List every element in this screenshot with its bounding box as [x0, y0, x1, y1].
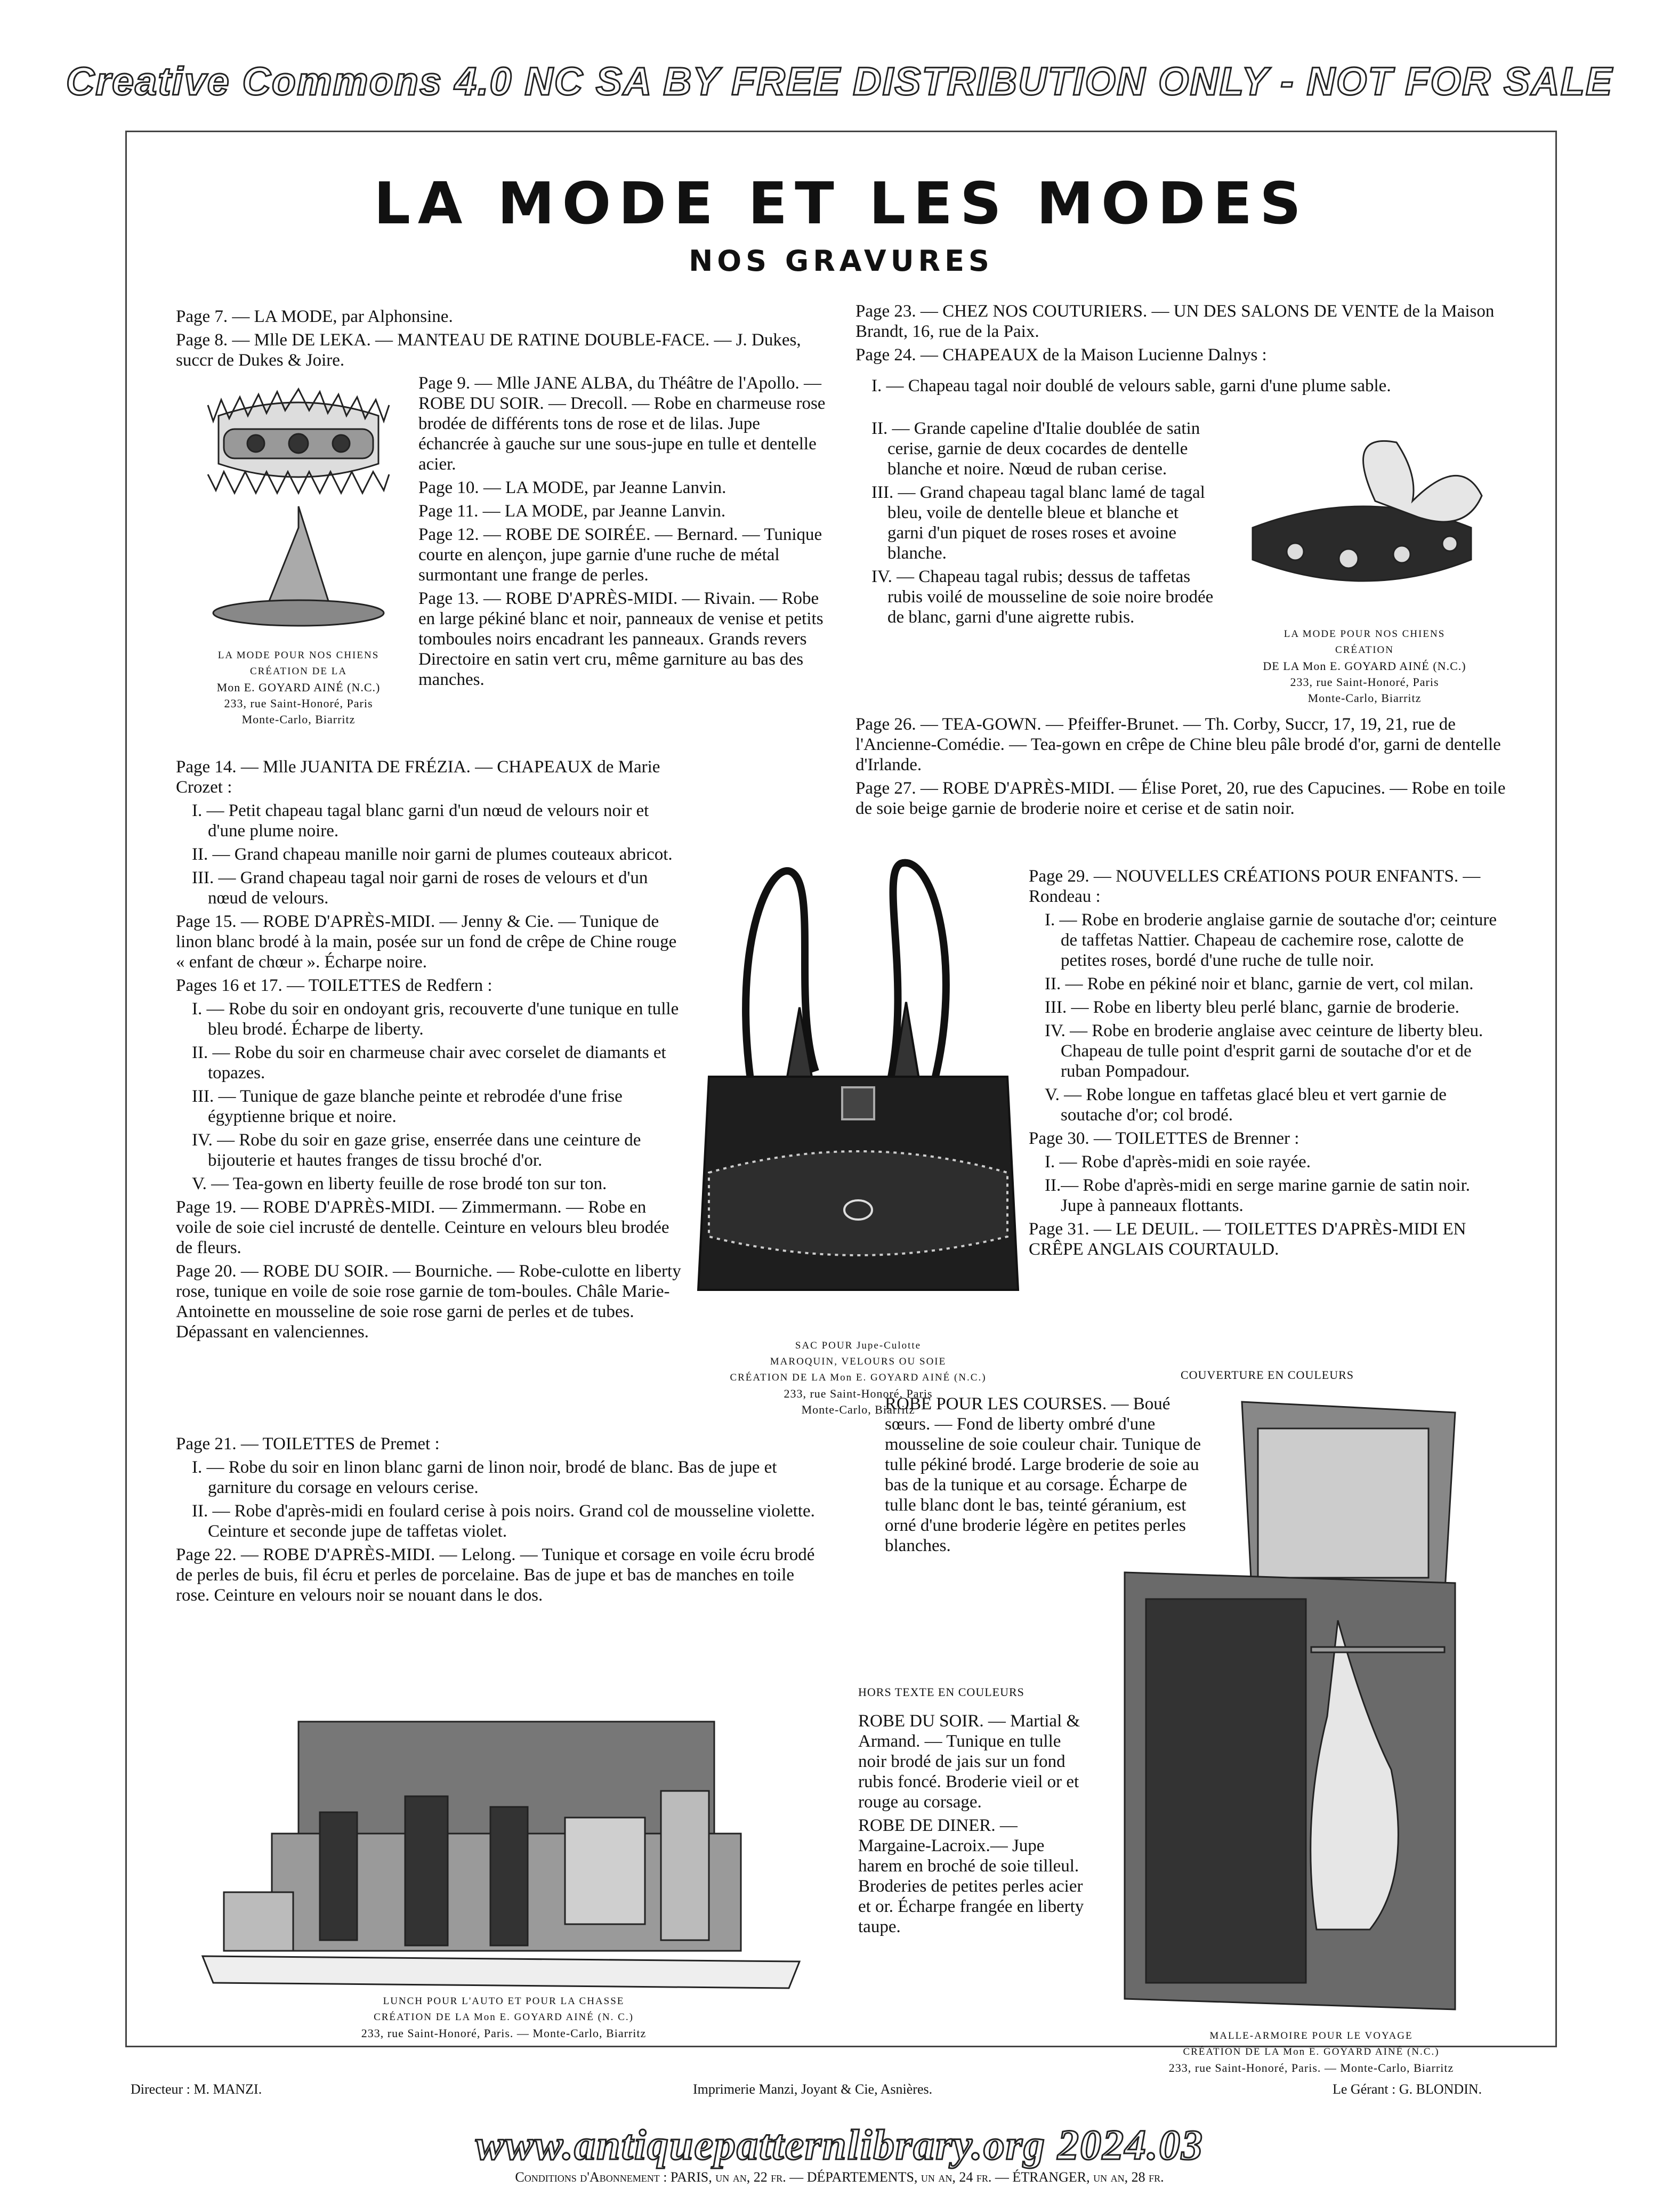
toilette-item: IV. — Robe du soir en gaze grise, enserrée dans une ceinture de bijouterie et hautes franges de tissu broché d'or.	[192, 1131, 641, 1170]
entry-page-8: Page 8. — Mlle DE LEKA. — MANTEAU DE RATINE DOUBLE-FACE. — J. Dukes, succr de Dukes & Joire.	[176, 330, 801, 370]
entry-page-19: Page 19. — ROBE D'APRÈS-MIDI. — Zimmermann. — Robe en voile de soie ciel incrusté de dentelle. Ceinture en velours bleu brodée de fleurs.	[176, 1198, 669, 1257]
entry-page-10: Page 10. — LA MODE, par Jeanne Lanvin.	[418, 478, 727, 497]
page-title: LA MODE ET LES MODES	[374, 171, 1309, 237]
toilette-item: V. — Tea-gown en liberty feuille de rose brodé ton sur ton.	[192, 1174, 607, 1193]
hat-item: I. — Chapeau tagal noir doublé de velours sable, garni d'une plume sable.	[871, 376, 1391, 395]
toilette-item: I. — Robe d'après-midi en soie rayée.	[1045, 1152, 1311, 1172]
caption-lunch: LUNCH POUR L'AUTO ET POUR LA CHASSE CRÉATION DE LA Mon E. GOYARD AINÉ (N. C.) 233, rue Saint-Honoré, Paris. — Monte-Carlo, Biarritz	[361, 1996, 647, 2040]
entry-page-31: Page 31. — LE DEUIL. — TOILETTES D'APRÈS-MIDI EN CRÊPE ANGLAIS COURTAULD.	[1029, 1220, 1466, 1259]
caption-collar-left: LA MODE POUR NOS CHIENS CRÉATION DE LA Mon E. GOYARD AINÉ (N.C.) 233, rue Saint-Honoré, Paris Monte-Carlo, Biarritz	[216, 650, 381, 726]
lunch-case-illustration	[192, 1711, 810, 1993]
entry-page-14: Page 14. — Mlle JUANITA DE FRÉZIA. — CHAPEAUX de Marie Crozet :	[176, 757, 660, 797]
cover-label: COUVERTURE EN COULEURS	[1180, 1368, 1354, 1382]
toilette-item: III. — Tunique de gaze blanche peinte et rebrodée d'une frise égyptienne brique et noire.	[192, 1087, 623, 1126]
entry-page-15: Page 15. — ROBE D'APRÈS-MIDI. — Jenny & Cie. — Tunique de linon blanc brodé à la main, posée sur un fond de crêpe de Chine rouge « enfant de chœur ». Écharpe noire.	[176, 912, 677, 972]
right-hats	[855, 376, 1506, 399]
toilette-item: II. — Robe du soir en charmeuse chair avec corselet de diamants et topazes.	[192, 1043, 666, 1083]
entry-page-26: Page 26. — TEA-GOWN. — Pfeiffer-Brunet. — Th. Corby, Succr, 17, 19, 21, rue de l'Ancienne-Comédie. — Tea-gown en crêpe de Chine bleu pâle brodé d'or, garni de dentelle d'Irlande.	[855, 715, 1501, 774]
entry-robe-de-diner: ROBE DE DINER. — Margaine-Lacroix.— Jupe harem en broché de soie tilleul. Broderies de petites perles acier et or. Écharpe frangée en liberty taupe.	[858, 1816, 1084, 1936]
page-subtitle: NOS GRAVURES	[689, 244, 994, 278]
right-mid	[855, 714, 1506, 822]
hat-item: I. — Petit chapeau tagal blanc garni d'un nœud de velours noir et d'une plume noire.	[192, 801, 649, 841]
entry-page-22: Page 22. — ROBE D'APRÈS-MIDI. — Lelong. — Tunique et corsage en voile écru brodé de perles de buis, fil écru et perles de porcelaine. Bas de jupe et bas de manches en toile rose. Ceinture en velours noir se nouant dans le dos.	[176, 1545, 815, 1605]
caption-trunk: MALLE-ARMOIRE POUR LE VOYAGE CRÉATION DE LA Mon E. GOYARD AINÉ (N.C.) 233, rue Saint-Honoré, Paris. — Monte-Carlo, Biarritz	[1168, 2030, 1454, 2074]
entry-page-27: Page 27. — ROBE D'APRÈS-MIDI. — Élise Poret, 20, rue des Capucines. — Robe en toile de soie beige garnie de broderie noire et cerise et de satin noir.	[855, 779, 1506, 818]
entry-page-30: Page 30. — TOILETTES de Brenner :	[1029, 1129, 1299, 1148]
hat-item: II. — Grande capeline d'Italie doublée de satin cerise, garnie de deux cocardes de dentelle blanche et noire. Nœud de ruban cerise.	[871, 419, 1200, 479]
entry-robe-du-soir: ROBE DU SOIR. — Martial & Armand. — Tunique en tulle noir brodé de jais sur un fond rubis foncé. Broderie vieil or et rouge au corsage.	[858, 1712, 1080, 1812]
entry-page-29: Page 29. — NOUVELLES CRÉATIONS POUR ENFANTS. — Rondeau :	[1029, 867, 1481, 906]
entry-page-13: Page 13. — ROBE D'APRÈS-MIDI. — Rivain. — Robe en large pékiné blanc et noir, panneaux de venise et petits tomboules noirs encadrant les panneaux. Grands revers Directoire en satin vert cru, même garniture au bas des manches.	[418, 589, 824, 689]
footer-manager: Le Gérant : G. BLONDIN.	[1333, 2081, 1482, 2097]
left-lower	[176, 1434, 832, 1609]
child-item: III. — Robe en liberty bleu perlé blanc, garnie de broderie.	[1045, 998, 1459, 1017]
handbag-illustration	[688, 831, 1029, 1322]
toilette-item: I. — Robe du soir en linon blanc garni de linon noir, brodé de blanc. Bas de jupe et garniture du corsage en velours cerise.	[192, 1458, 777, 1497]
right-top	[855, 301, 1506, 368]
footer-subscription: Conditions d'Abonnement : PARIS, un an, 22 fr. — DÉPARTEMENTS, un an, 24 fr. — ÉTRANGER, un an, 28 fr.	[515, 2169, 1164, 2185]
caption-collar-right: LA MODE POUR NOS CHIENS CRÉATION DE LA Mon E. GOYARD AINÉ (N.C.) 233, rue Saint-Honoré, Paris Monte-Carlo, Biarritz	[1263, 628, 1466, 705]
entry-page-7: Page 7. — LA MODE, par Alphonsine.	[176, 307, 453, 326]
child-item: IV. — Robe en broderie anglaise avec ceinture de liberty bleu. Chapeau de tulle point d'esprit garni de soutache d'or et de ruban Pompadour.	[1045, 1021, 1483, 1081]
toilette-item: II. — Robe d'après-midi en foulard cerise à pois noirs. Grand col de mousseline violette. Ceinture et seconde jupe de taffetas violet.	[192, 1501, 815, 1541]
footer-printer: Imprimerie Manzi, Joyant & Cie, Asnières.	[693, 2081, 933, 2097]
child-item: I. — Robe en broderie anglaise garnie de soutache d'or; ceinture de taffetas Nattier. Chapeau de cachemire rose, calotte de petites roses, bordé d'une ruche de tulle noir.	[1045, 910, 1497, 970]
entry-page-24: Page 24. — CHAPEAUX de la Maison Lucienne Dalnys :	[855, 345, 1267, 365]
hat-item: III. — Grand chapeau tagal noir garni de roses de velours et d'un nœud de velours.	[192, 868, 648, 908]
toilette-item: II.— Robe d'après-midi en serge marine garnie de satin noir. Jupe à panneaux flottants.	[1045, 1176, 1471, 1215]
hors-texte-entries	[858, 1711, 1087, 1940]
left-beside-collar	[418, 373, 832, 693]
entry-page-16-17: Pages 16 et 17. — TOILETTES de Redfern :	[176, 976, 493, 995]
entry-page-9: Page 9. — Mlle JANE ALBA, du Théâtre de l'Apollo. — ROBE DU SOIR. — Drecoll. — Robe en charmeuse rose brodée de différents tons de rose et de lilas. Jupe échancrée à gauche sur une sous-jupe en tulle et dentelle acier.	[418, 374, 826, 474]
dog-collar-illustration-right	[1237, 421, 1492, 624]
dog-collar-illustration-left	[197, 384, 400, 640]
license-banner: Creative Commons 4.0 NC SA BY FREE DISTRIBUTION ONLY - NOT FOR SALE	[66, 59, 1613, 103]
hat-item: II. — Grand chapeau manille noir garni de plumes couteaux abricot.	[192, 845, 673, 864]
right-hats-narrow	[855, 418, 1218, 631]
entry-page-21: Page 21. — TOILETTES de Premet :	[176, 1434, 440, 1454]
hat-item: IV. — Chapeau tagal rubis; dessus de taffetas rubis voilé de mousseline de soie noire brodée de blanc, garni d'une aigrette rubis.	[871, 567, 1214, 627]
left-main	[176, 757, 682, 1345]
child-item: V. — Robe longue en taffetas glacé bleu et vert garnie de soutache d'or; col brodé.	[1045, 1085, 1447, 1125]
entry-page-12: Page 12. — ROBE DE SOIRÉE. — Bernard. — Tunique courte en alençon, jupe garnie d'une ruche de métal surmontant une frange de perles.	[418, 525, 822, 585]
entry-page-23: Page 23. — CHEZ NOS COUTURIERS. — UN DES SALONS DE VENTE de la Maison Brandt, 16, rue de la Paix.	[855, 302, 1495, 341]
footer-director: Directeur : M. MANZI.	[131, 2081, 262, 2097]
hat-item: III. — Grand chapeau tagal blanc lamé de tagal bleu, voile de dentelle bleue et blanche et garni d'un piquet de roses roses et avoine blanche.	[871, 483, 1205, 563]
entry-page-20: Page 20. — ROBE DU SOIR. — Bourniche. — Robe-culotte en liberty rose, tunique en voile de soie rose garnie de tom-boules. Châle Marie-Antoinette en mousseline de soie rose garni de perles et de tubes. Dépassant en valenciennes.	[176, 1262, 681, 1342]
hors-texte-label: HORS TEXTE EN COULEURS	[858, 1685, 1024, 1699]
entry-page-11: Page 11. — LA MODE, par Jeanne Lanvin.	[418, 502, 726, 521]
cover-description: ROBE POUR LES COURSES. — Boué sœurs. — Fond de liberty ombré d'une mousseline de soie couleur chair. Tunique de tulle pékiné brodé. Large broderie de soie au bas de la tunique et au corsage. Écharpe de tulle blanc dont le bas, teinté géranium, est orné d'une broderie légère en petites perles blanches.	[885, 1394, 1201, 1555]
left-top	[176, 306, 832, 374]
toilette-item: I. — Robe du soir en ondoyant gris, recouverte d'une tunique en tulle bleu brodé. Écharpe de liberty.	[192, 999, 679, 1039]
watermark-text: www.antiquepatternlibrary.org 2024.03	[475, 2122, 1204, 2169]
wardrobe-trunk-illustration	[1114, 1396, 1498, 2025]
right-children	[1029, 866, 1506, 1263]
caption-bag: SAC POUR Jupe-Culotte MAROQUIN, VELOURS OU SOIE CRÉATION DE LA Mon E. GOYARD AINÉ (N.C.) 233, rue Saint-Honoré, Paris Monte-Carlo, Biarritz	[730, 1340, 987, 1416]
child-item: II. — Robe en pékiné noir et blanc, garnie de vert, col milan.	[1045, 974, 1474, 994]
